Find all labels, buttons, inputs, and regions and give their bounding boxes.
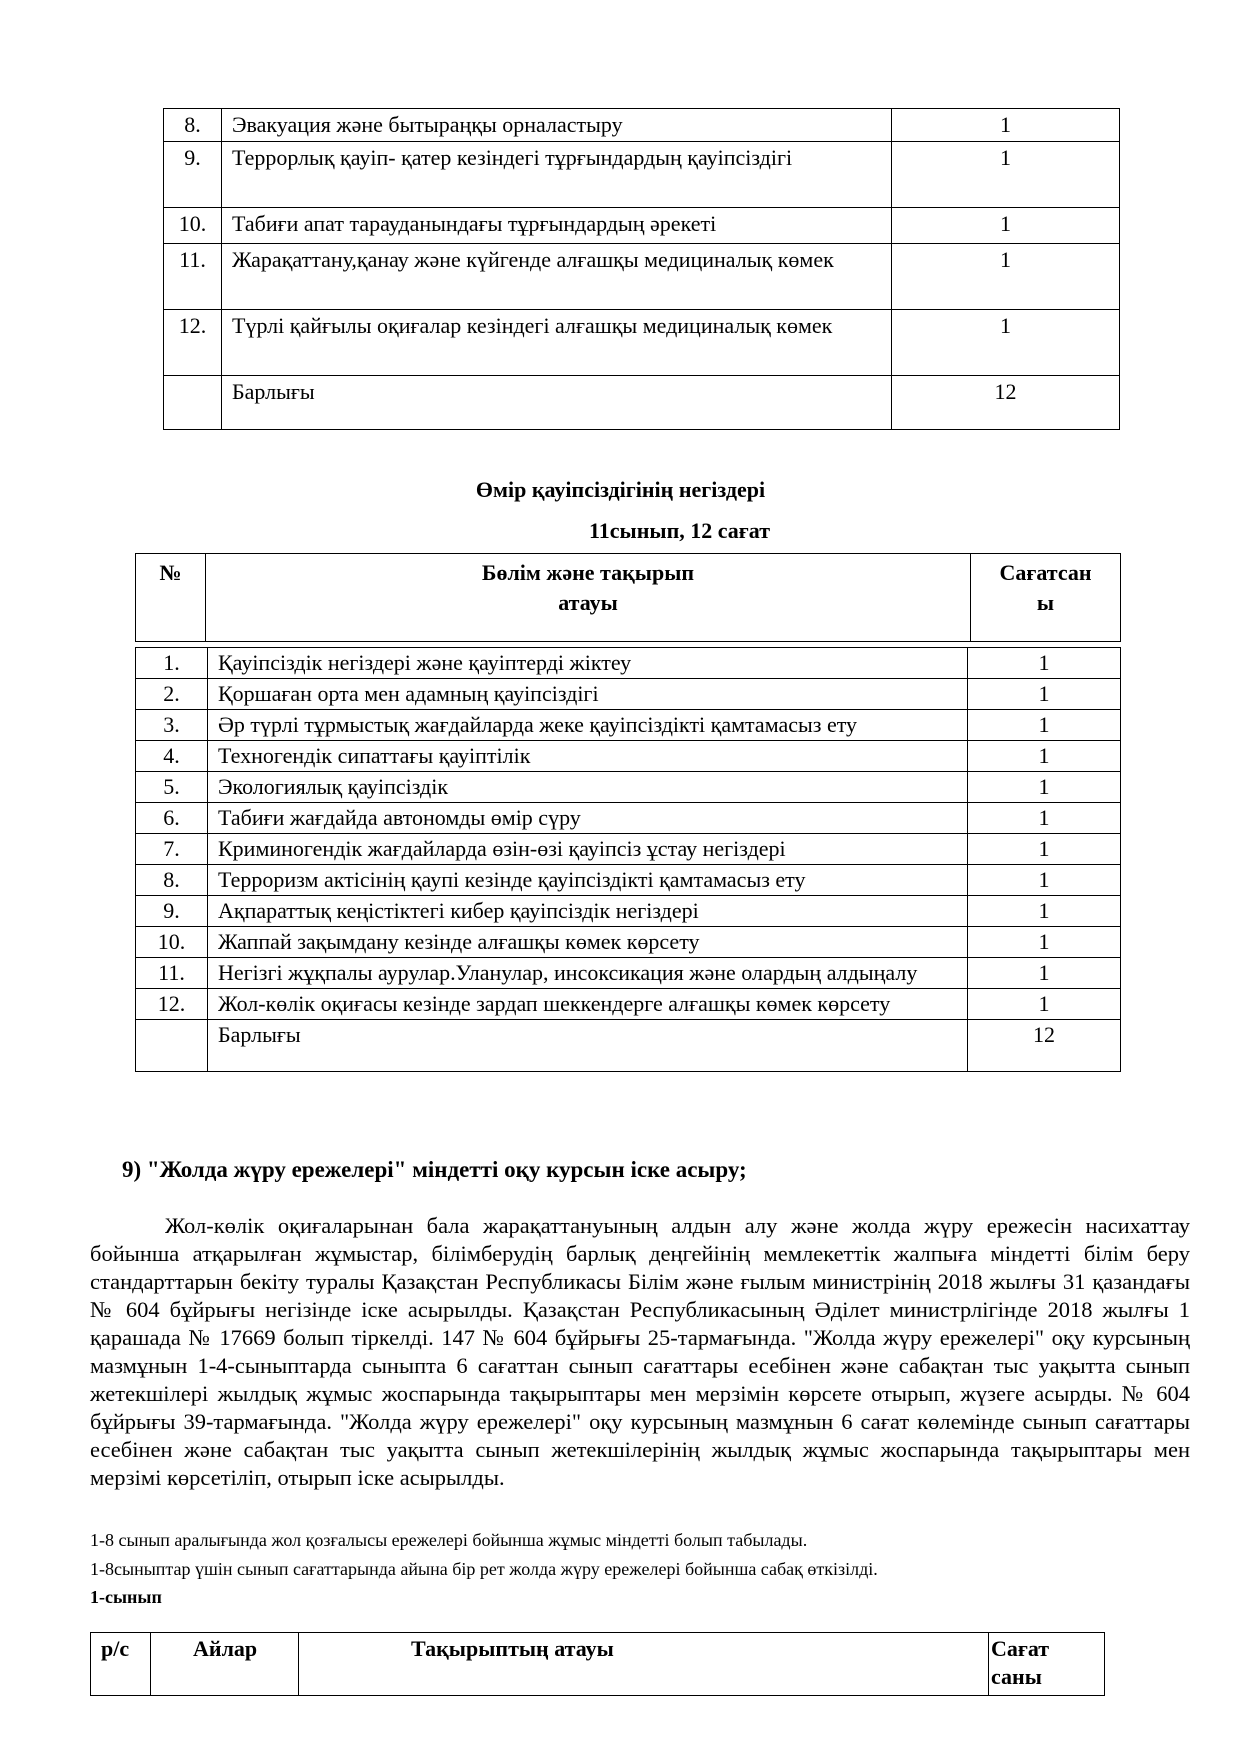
total-empty-cell — [164, 376, 222, 430]
table-row — [136, 927, 1121, 958]
total-empty-cell — [136, 1020, 208, 1072]
row-number: 7. — [136, 834, 208, 865]
table-row — [136, 896, 1121, 927]
row-number: 8. — [164, 109, 222, 142]
table-row — [136, 989, 1121, 1020]
row-number: 1. — [136, 648, 208, 679]
table-total-row — [136, 1020, 1121, 1072]
total-value: 12 — [892, 376, 1120, 430]
header-months: Айлар — [151, 1633, 299, 1696]
row-title: Жарақаттану,қанау және күйгенде алғашқы медициналық көмек — [222, 244, 892, 310]
row-title: Жаппай зақымдану кезінде алғашқы көмек көрсету — [208, 927, 968, 958]
row-title: Ақпараттық кеңістіктегі кибер қауіпсіздік негіздері — [208, 896, 968, 927]
table-row — [136, 710, 1121, 741]
table-life-safety — [135, 647, 1121, 1072]
table-row — [136, 679, 1121, 710]
row-hours: 1 — [892, 244, 1120, 310]
header-hours: Сағатсаны — [971, 554, 1121, 642]
section-subtitle: 11сынып, 12 сағат — [588, 518, 771, 543]
row-hours: 1 — [892, 142, 1120, 208]
table-life-safety-header — [135, 553, 1121, 642]
row-number: 11. — [136, 958, 208, 989]
table-row — [164, 208, 1120, 244]
header-hours: Сағат саны — [989, 1633, 1105, 1696]
row-hours: 1 — [968, 741, 1121, 772]
row-number: 11. — [164, 244, 222, 310]
row-number: 9. — [136, 896, 208, 927]
row-hours: 1 — [892, 109, 1120, 142]
row-title: Техногендік сипаттағы қауіптілік — [208, 741, 968, 772]
table-grade1-plan — [90, 1632, 1105, 1696]
table-row — [136, 803, 1121, 834]
header-topic: Тақырыптың атауы — [299, 1633, 989, 1696]
row-title: Әр түрлі тұрмыстық жағдайларда жеке қауіпсіздікті қамтамасыз ету — [208, 710, 968, 741]
row-title: Жол-көлік оқиғасы кезінде зардап шеккендерге алғашқы көмек көрсету — [208, 989, 968, 1020]
table-total-row — [164, 376, 1120, 430]
section-title: Өмір қауіпсіздігінің негіздері — [475, 477, 766, 502]
row-hours: 1 — [968, 772, 1121, 803]
row-title: Терроризм актісінің қаупі кезінде қауіпсіздікті қамтамасыз ету — [208, 865, 968, 896]
table-row — [136, 834, 1121, 865]
row-number: 9. — [164, 142, 222, 208]
row-number: 6. — [136, 803, 208, 834]
row-number: 8. — [136, 865, 208, 896]
table-row — [136, 865, 1121, 896]
total-label: Барлығы — [208, 1020, 968, 1072]
table-row — [136, 648, 1121, 679]
table-row — [164, 310, 1120, 376]
row-title: Криминогендік жағдайларда өзін-өзі қауіпсіз ұстау негіздері — [208, 834, 968, 865]
row-number: 3. — [136, 710, 208, 741]
section-heading: 9) "Жолда жүру ережелері" міндетті оқу курсын іске асыру; — [122, 1157, 747, 1182]
table-row — [164, 142, 1120, 208]
row-title: Негізгі жұқпалы аурулар.Уланулар, инсоксикация және олардың алдыңалу — [208, 958, 968, 989]
table-row — [136, 741, 1121, 772]
table-row — [136, 772, 1121, 803]
table-row — [164, 109, 1120, 142]
row-hours: 1 — [892, 310, 1120, 376]
row-hours: 1 — [968, 710, 1121, 741]
grade-label: 1-сынып — [90, 1587, 162, 1607]
row-hours: 1 — [892, 208, 1120, 244]
row-title: Табиғи жағдайда автономды өмір сүру — [208, 803, 968, 834]
row-number: 10. — [164, 208, 222, 244]
row-title: Террорлық қауіп- қатер кезіндегі тұрғындардың қауіпсіздігі — [222, 142, 892, 208]
row-hours: 1 — [968, 648, 1121, 679]
row-title: Қауіпсіздік негіздері және қауіптерді жіктеу — [208, 648, 968, 679]
row-hours: 1 — [968, 958, 1121, 989]
row-number: 12. — [164, 310, 222, 376]
row-title: Түрлі қайғылы оқиғалар кезіндегі алғашқы медициналық көмек — [222, 310, 892, 376]
row-hours: 1 — [968, 896, 1121, 927]
table-previous-topics — [163, 108, 1120, 430]
row-hours: 1 — [968, 865, 1121, 896]
row-hours: 1 — [968, 927, 1121, 958]
row-number: 2. — [136, 679, 208, 710]
row-hours: 1 — [968, 679, 1121, 710]
header-title: Бөлім және тақырып атауы — [206, 554, 971, 642]
header-rs: р/с — [91, 1633, 151, 1696]
row-number: 10. — [136, 927, 208, 958]
total-value: 12 — [968, 1020, 1121, 1072]
header-num: № — [136, 554, 206, 642]
row-number: 5. — [136, 772, 208, 803]
table-row — [136, 958, 1121, 989]
note-line-2: 1-8сыныптар үшін сынып сағаттарында айына бір рет жолда жүру ережелері бойынша сабақ өткізілді. — [90, 1559, 878, 1579]
row-hours: 1 — [968, 803, 1121, 834]
total-label: Барлығы — [222, 376, 892, 430]
row-number: 12. — [136, 989, 208, 1020]
row-title: Табиғи апат тарауданындағы тұрғындардың әрекеті — [222, 208, 892, 244]
note-line-1: 1-8 сынып аралығында жол қозғалысы ережелері бойынша жұмыс міндетті болып табылады. — [90, 1530, 808, 1550]
row-title: Экологиялық қауіпсіздік — [208, 772, 968, 803]
row-hours: 1 — [968, 834, 1121, 865]
row-hours: 1 — [968, 989, 1121, 1020]
row-number: 4. — [136, 741, 208, 772]
row-title: Эвакуация және бытыраңқы орналастыру — [222, 109, 892, 142]
row-title: Қоршаған орта мен адамның қауіпсіздігі — [208, 679, 968, 710]
body-paragraph — [90, 1212, 1190, 1492]
table-row — [164, 244, 1120, 310]
paragraph-text: Жол-көлік оқиғаларынан бала жарақаттануының алдын алу және жолда жүру ережесін насихаттау бойынша атқарылған жұмыстар, білімберудің барлық деңгейінің мемлекеттік жалпыға міндетті білім беру стандарттарын бекіту туралы Қазақстан Республикасы Білім және ғылым министрінің 2018 жылғы 31 қазандағы № 604 бұйрығы негізінде іске асырылды. Қазақстан Республикасының Әділет министрлігінде 2018 жылғы 1 қарашада № 17669 болып тіркелді. 147 № 604 бұйрығы 25-тармағында. "Жолда жүру ережелері" оқу курсының мазмұнын 1-4-сыныптарда сыныпта 6 сағаттан сынып сағаттары есебінен және сабақтан тыс уақытта сынып жетекшілері жылдық жұмыс жоспарында тақырыптары мен мерзімін көрсете отырып, жүзеге асырды. № 604 бұйрығы 39-тармағында. "Жолда жүру ережелері" оқу курсының мазмұнын 6 сағат көлемінде сынып сағаттары есебінен және сабақтан тыс уақытта сынып жетекшілерінің жылдық жұмыс жоспарында тақырыптары мен мерзімі көрсетіліп, отырып іске асырылды. — [90, 1213, 1190, 1490]
